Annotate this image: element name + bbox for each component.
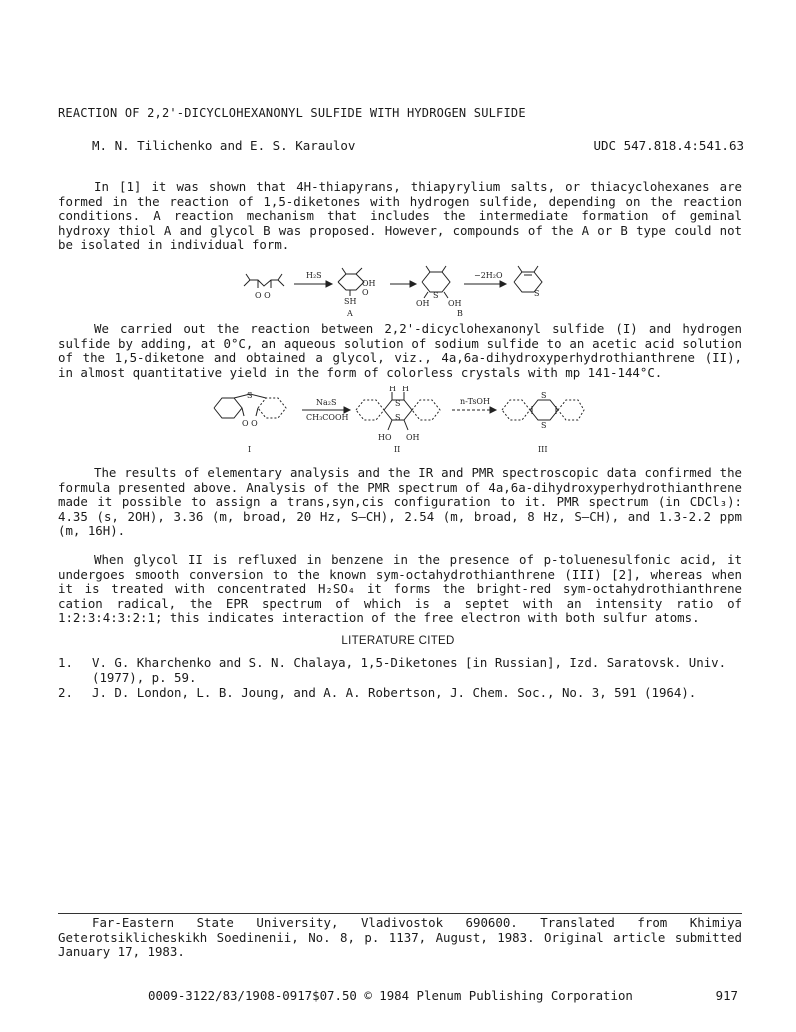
copyright-line: 0009-3122/83/1908-0917$07.50 © 1984 Plenum Publishing Corporation xyxy=(148,988,633,1003)
scheme2-reagent-1-top: Na₂S xyxy=(316,398,337,407)
thiapyran-methyl-2 xyxy=(534,266,538,272)
scheme2-label-iii: III xyxy=(538,445,548,454)
compound-ii-oh-bond-left xyxy=(388,420,392,430)
reference-text: V. G. Kharchenko and S. N. Chalaya, 1,5-Diketones [in Russian], Izd. Saratovsk. Univ. (1977), p. 59. xyxy=(92,655,727,685)
reference-text: J. D. London, L. B. Joung, and A. A. Robertson, J. Chem. Soc., No. 3, 591 (1964). xyxy=(92,685,697,700)
diketone-methyl-1 xyxy=(246,274,250,280)
compound-a-ring xyxy=(338,274,364,290)
scheme1-label-oh: OH xyxy=(362,279,376,288)
paragraph-1-text: In [1] it was shown that 4H-thiapyrans, thiapyrylium salts, or thiacyclohexanes are formed in the reaction of 1,5-diketones with hydrogen sulfide, depending on the reaction conditions. A reaction mechanism that includes the intermediate formation of geminal hydroxy thiol A and glycol B was proposed. However, compounds of the A or B type could not be isolated in individual form. xyxy=(58,179,742,253)
compound-i-ring-right xyxy=(258,398,286,418)
compound-iii-ring-center xyxy=(530,400,558,420)
scheme1-reagent-2: −2H₂O xyxy=(474,271,503,280)
compound-ii-ring-right xyxy=(412,400,440,420)
udc-code: UDC 547.818.4:541.63 xyxy=(593,138,744,153)
scheme1-label-sh: SH xyxy=(344,297,357,306)
reaction-scheme-1 xyxy=(238,258,568,318)
scheme1-label-oh-left: OH xyxy=(416,299,430,308)
scheme2-label-i: I xyxy=(248,445,252,454)
reference-number: 2. xyxy=(58,685,73,700)
article-authors: M. N. Tilichenko and E. S. Karaulov xyxy=(92,138,356,153)
compound-a-methyl xyxy=(342,268,346,274)
compound-b-ring xyxy=(422,272,450,292)
paragraph-2 xyxy=(58,322,742,380)
compound-ii-ring-left xyxy=(356,400,384,420)
arrow-1-head xyxy=(326,281,332,287)
compound-i-co-1 xyxy=(242,408,244,416)
scheme2-label-s-ii-top: S xyxy=(395,399,401,408)
scheme1-label-b: B xyxy=(457,309,463,318)
scheme2-label-s-ii-bottom: S xyxy=(395,413,401,422)
scheme2-label-oo: O O xyxy=(242,419,258,428)
arrow-3-head xyxy=(500,281,506,287)
literature-heading: LITERATURE CITED xyxy=(341,635,455,647)
paragraph-1 xyxy=(58,180,742,253)
compound-iii-ring-right xyxy=(558,400,584,420)
compound-iii-ring-left xyxy=(502,400,530,420)
scheme1-label-o: O xyxy=(362,288,369,297)
footnote-divider xyxy=(58,913,742,914)
page-number: 917 xyxy=(715,988,738,1003)
scheme2-reagent-2: n-TsOH xyxy=(460,397,490,406)
compound-b-methyl-2 xyxy=(442,266,446,272)
scheme2-label-oh: OH xyxy=(406,433,420,442)
reaction-scheme-2 xyxy=(208,386,588,458)
compound-b-oh-bond-1 xyxy=(424,292,428,298)
scheme1-label-oh-right: OH xyxy=(448,299,462,308)
scheme2-label-h-right: H xyxy=(402,386,409,393)
arrow-2-head xyxy=(410,281,416,287)
compound-b-methyl xyxy=(426,266,430,272)
scheme1-label-s: S xyxy=(433,291,439,300)
scheme1-label-oo: O O xyxy=(255,291,271,300)
scheme2-label-s-iii-bottom: S xyxy=(541,421,547,430)
article-title: REACTION OF 2,2'-DICYCLOHEXANONYL SULFIDE WITH HYDROGEN SULFIDE xyxy=(58,106,526,120)
scheme2-label-s-iii-top: S xyxy=(541,391,547,400)
diketone-chain xyxy=(244,280,284,286)
diketone-methyl-2 xyxy=(278,274,282,280)
scheme2-label-s-i: S xyxy=(247,391,253,400)
paragraph-3-text: The results of elementary analysis and the IR and PMR spectroscopic data confirmed the formula presented above. Analysis of the PMR spectrum of 4a,6a-dihydroxyperhydrothianthrene made it possible to assign a trans,syn,cis configuration to it. PMR spectrum (in CDCl₃): 4.35 (s, 2OH), 3.36 (m, broad, 20 Hz, S—CH), 2.54 (m, broad, 8 Hz, S—CH), and 1.3-2.2 ppm (m, 16H). xyxy=(58,465,742,539)
compound-a-methyl-2 xyxy=(356,268,362,274)
compound-i-ring-left xyxy=(214,398,242,418)
scheme1-label-s-final: S xyxy=(534,289,540,298)
paragraph-4 xyxy=(58,553,742,626)
scheme2-label-h-left: H xyxy=(389,386,396,393)
scheme1-label-a: A xyxy=(347,309,353,318)
reference-item xyxy=(58,686,742,701)
scheme2-reagent-1-bottom: CH₃COOH xyxy=(306,413,349,422)
reference-number: 1. xyxy=(58,655,73,670)
scheme2-label-ho: HO xyxy=(378,433,392,442)
compound-ii-oh-bond-right xyxy=(404,420,408,430)
scheme2-label-ii: II xyxy=(394,445,401,454)
paragraph-2-text: We carried out the reaction between 2,2'-dicyclohexanonyl sulfide (I) and hydrogen sulfide by adding, at 0°C, an aqueous solution of sodium sulfide to an acetic acid solution of the 1,5-diketone and obtained a glycol, viz., 4a,6a-dihydroxyperhydrothianthrene (II), in almost quantitative yield in the form of colorless crystals with mp 141-144°C. xyxy=(58,321,742,380)
paragraph-4-text: When glycol II is refluxed in benzene in the presence of p-toluenesulfonic acid, it undergoes smooth conversion to the known sym-octahydrothianthrene (III) [2], whereas when it is treated with concentrated H₂SO₄ it forms the bright-red sym-octahydrothianthrene cation radical, the EPR spectrum of which is a septet with an intensity ratio of 1:2:3:4:3:2:1; this indicates interaction of the free electron with both sulfur atoms. xyxy=(58,552,742,626)
compound-b-oh-bond-2 xyxy=(444,292,448,298)
reference-item xyxy=(58,656,742,685)
scheme2-arrow-2-head xyxy=(490,407,496,413)
paragraph-3 xyxy=(58,466,742,539)
compound-i-co-2 xyxy=(256,408,258,416)
thiapyran-methyl-1 xyxy=(518,266,522,272)
scheme1-reagent-1: H₂S xyxy=(306,271,322,280)
footnote-text: Far-Eastern State University, Vladivostok 690600. Translated from Khimiya Geterotsiklicheskikh Soedinenii, No. 8, p. 1137, August, 1983. Original article submitted January 17, 1983. xyxy=(58,915,742,960)
